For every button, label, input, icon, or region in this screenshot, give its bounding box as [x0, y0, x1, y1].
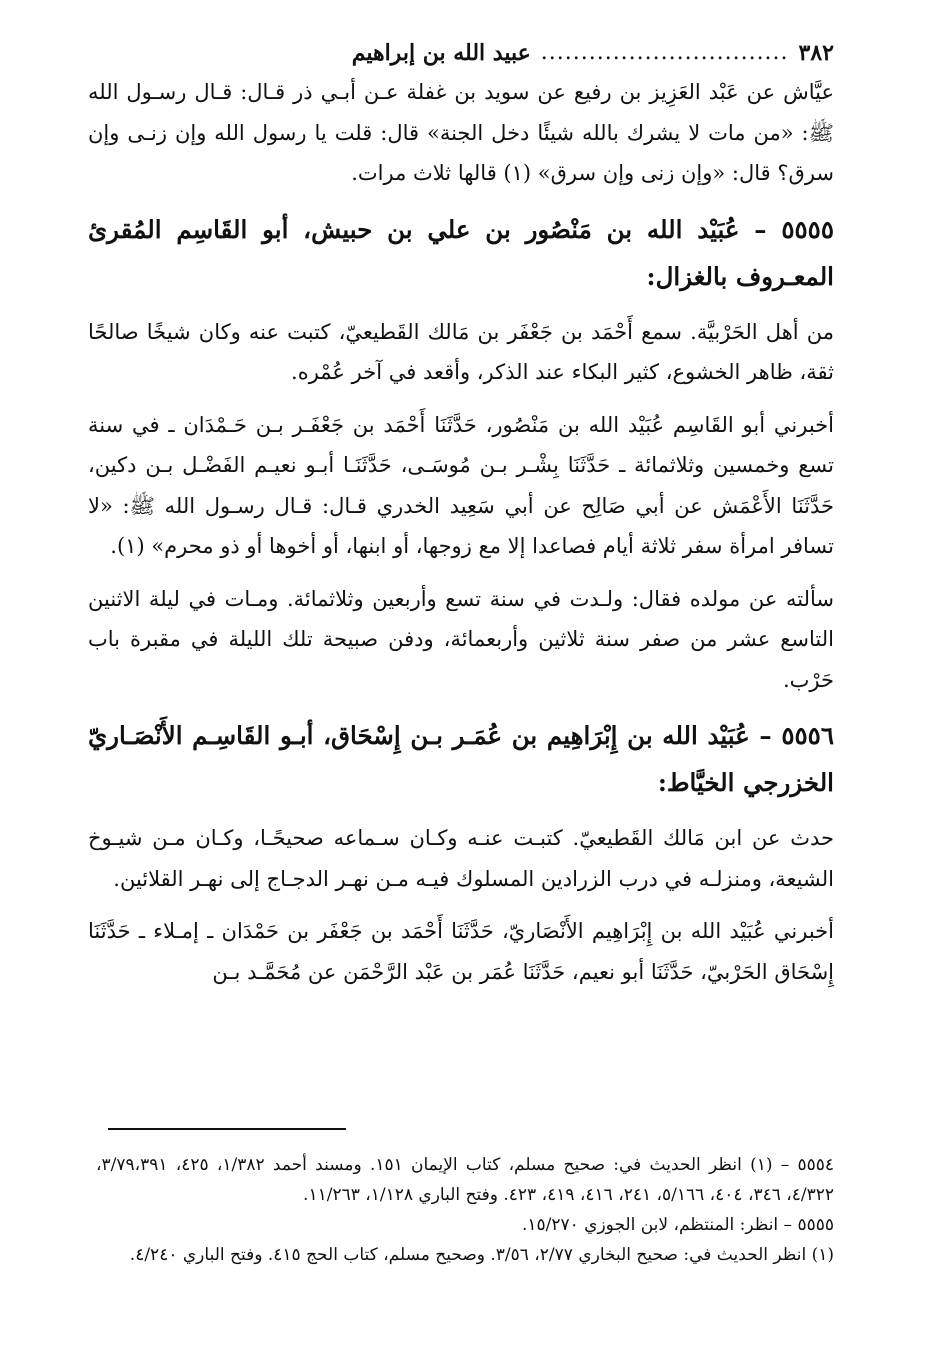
footnote-5554: ٥٥٥٤ – (١) انظر الحديث في: صحيح مسلم، كتاب الإيمان ١٥١. ومسند أحمد ١/٣٨٢، ٤٢٥، ٣/٧٩،٣٩١، ٤/٣٢٢، ٣٤٦، ٤٠٤، ٥/١٦٦، ٢٤١، ٤١٦، ٤١٩، ٤٢٣. وفتح الباري ١/١٢٨، ١١/٢٦٣. — [96, 1155, 835, 1205]
entry-5556-title: ٥٥٥٦ – عُبَيْد الله بن إِبْرَاهِيم بن عُمَـر بـن إِسْحَاق، أبـو القَاسِـم الأَنْصَـاريّ الخزرجي الخيَّاط: — [88, 721, 834, 797]
main-text — [88, 72, 834, 992]
header-dots: ............................... — [540, 40, 789, 65]
page-number: ٣٨٢ — [798, 40, 834, 66]
paragraph-5555-bio: من أهل الحَرْبيَّة. سمع أَحْمَد بن جَعْفَر بن مَالك القَطيعيّ، كتبت عنه وكان شيخًا صالحًا ثقة، ظاهر الخشوع، كثير البكاء عند الذكر، وأقعد في آخر عُمْره. — [88, 319, 834, 384]
footnote-5555-1: (١) انظر الحديث في: صحيح البخاري ٢/٧٧، ٣/٥٦. وصحيح مسلم، كتاب الحج ٤١٥. وفتح الباري ٤/٢٤٠. — [129, 1245, 834, 1265]
running-header — [88, 34, 834, 72]
footnotes — [96, 1150, 834, 1270]
footnote-divider — [108, 1128, 346, 1130]
paragraph-5556-hadith: أخبرني عُبَيْد الله بن إِبْرَاهِيم الأَنْصَاريّ، حَدَّثَنَا أَحْمَد بن جَعْفَر بن حَمْدَان ـ إمـلاء ـ حَدَّثَنَا إِسْحَاق الحَرْبيّ، حَدَّثَنَا أبو نعيم، حَدَّثَنَا عُمَر بن عَبْد الرَّحْمَن عن مُحَمَّـد بـن — [88, 919, 834, 984]
running-title: عبيد الله بن إبراهيم — [351, 40, 531, 66]
paragraph-intro: عيَّاش عن عَبْد العَزِيز بن رفيع عن سويد بن غفلة عـن أبـي ذر قـال: قـال رسـول الله ﷺ: «من مات لا يشرك بالله شيئًا دخل الجنة» قال: قلت يا رسول الله وإن زنـى وإن سرق؟ قال: «وإن زنى وإن سرق» (١) قالها ثلاث مرات. — [88, 80, 834, 185]
footnote-5555: ٥٥٥٥ – انظر: المنتظم، لابن الجوزي ١٥/٢٧٠. — [521, 1215, 834, 1235]
paragraph-5555-death: سألته عن مولده فقال: ولـدت في سنة تسع وأربعين وثلاثمائة. ومـات في ليلة الاثنين التاسع عشر من صفر سنة ثلاثين وأربعمائة، ودفن صبيحة تلك الليلة في مقبرة باب حَرْب. — [88, 586, 834, 692]
entry-5555-title: ٥٥٥٥ – عُبَيْد الله بن مَنْصُور بن علي بن حبيش، أبو القَاسِم المُقرئ المعـروف بالغزال: — [88, 214, 834, 291]
paragraph-5555-hadith: أخبرني أبو القَاسِم عُبَيْد الله بن مَنْصُور، حَدَّثَنَا أَحْمَد بن جَعْفَـر بـن حَـمْدَان ـ في سنة تسع وخمسين وثلاثمائة ـ حَدَّثَنَا بِشْـر بـن مُوسَـى، حَدَّثَنَـا أبـو نعيـم الفَضْـل بـن دكين، حَدَّثَنَا الأَعْمَش عن أبي صَالِح عن أبي سَعِيد الخدري قـال: قـال رسـول الله ﷺ: «لا تسافر امرأة سفر ثلاثة أيام فصاعدا إلا مع زوجها، أو ابنها، أو أخوها أو ذو محرم» (١). — [88, 412, 834, 558]
paragraph-5556-bio: حدث عن ابن مَالك القَطيعيّ. كتبـت عنـه وكـان سـماعه صحيحًـا، وكـان مـن شيـوخ الشيعة، ومنزلـه في درب الزرادين المسلوك فيـه مـن نهـر الدجـاج إلى نهـر القلائين. — [88, 826, 834, 891]
